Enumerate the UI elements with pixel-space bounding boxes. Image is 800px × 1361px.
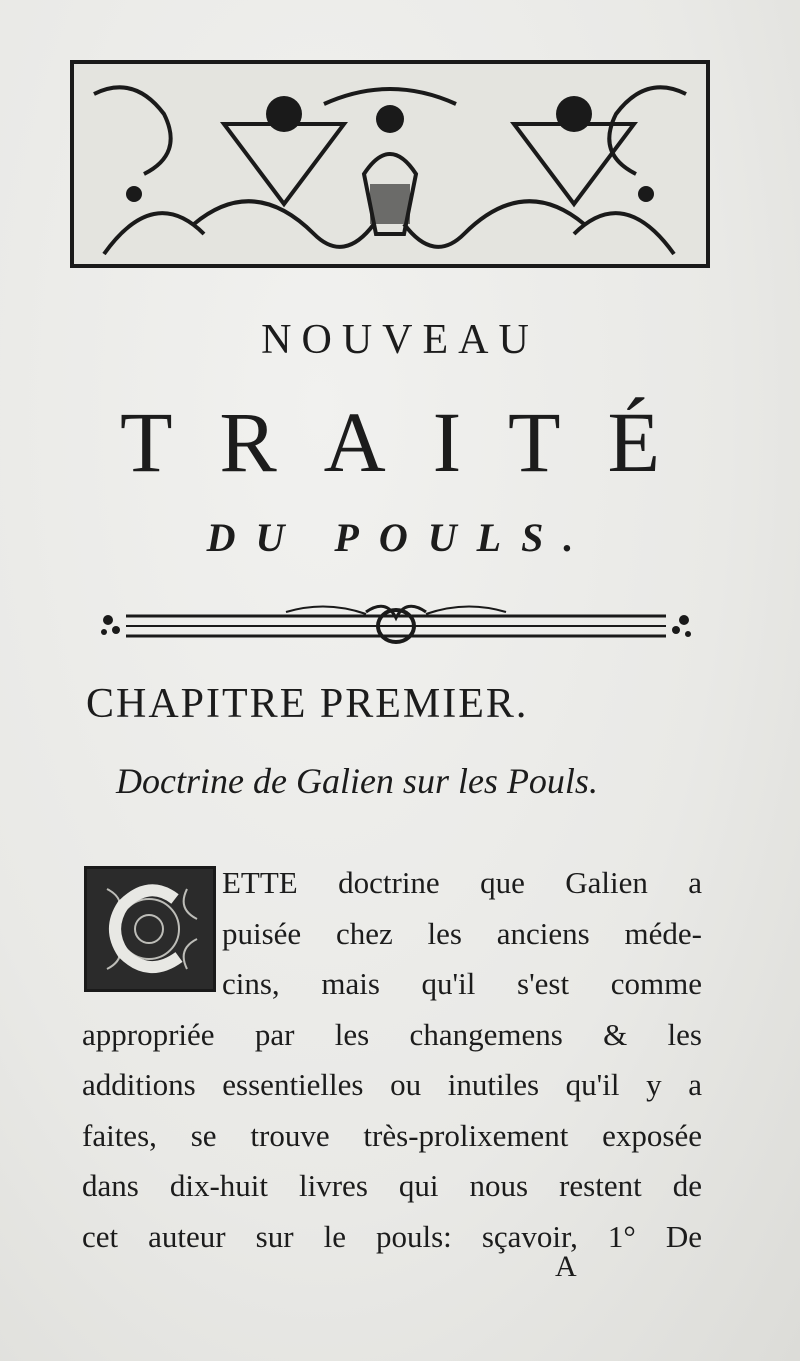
text-line: faites, se trouve très-prolixement exposée	[82, 1117, 702, 1153]
signature-mark: A	[555, 1250, 577, 1283]
title-line-3: DU POULS.	[206, 515, 594, 560]
text-line: puisée chez les anciens méde-	[222, 915, 702, 951]
chapter-heading: CHAPITRE PREMIER.	[86, 681, 529, 727]
title-letter: I	[432, 394, 462, 490]
title-letter: É	[607, 394, 660, 490]
text-line: additions essentielles ou inutiles qu'il y a	[82, 1067, 702, 1102]
title-letter: A	[323, 394, 386, 490]
title-letter: T	[508, 394, 561, 490]
ornamental-rule	[96, 598, 696, 654]
title-line-1: NOUVEAU	[261, 317, 539, 363]
text-line: cet auteur sur le pouls: sçavoir, 1° De	[82, 1218, 702, 1254]
text-line: appropriée par les changemens & les	[82, 1016, 702, 1052]
headpiece-ornament	[70, 60, 710, 268]
text-line: ETTE doctrine que Galien a	[222, 865, 702, 900]
title-letter: R	[219, 394, 277, 490]
chapter-subheading: Doctrine de Galien sur les Pouls.	[116, 761, 598, 801]
title-line-2	[120, 392, 660, 492]
title-letter: T	[120, 394, 173, 490]
text-line: dans dix-huit livres qui nous restent de	[82, 1168, 702, 1203]
body-paragraph	[82, 858, 702, 1262]
text-line: cins, mais qu'il s'est comme	[222, 966, 702, 1001]
